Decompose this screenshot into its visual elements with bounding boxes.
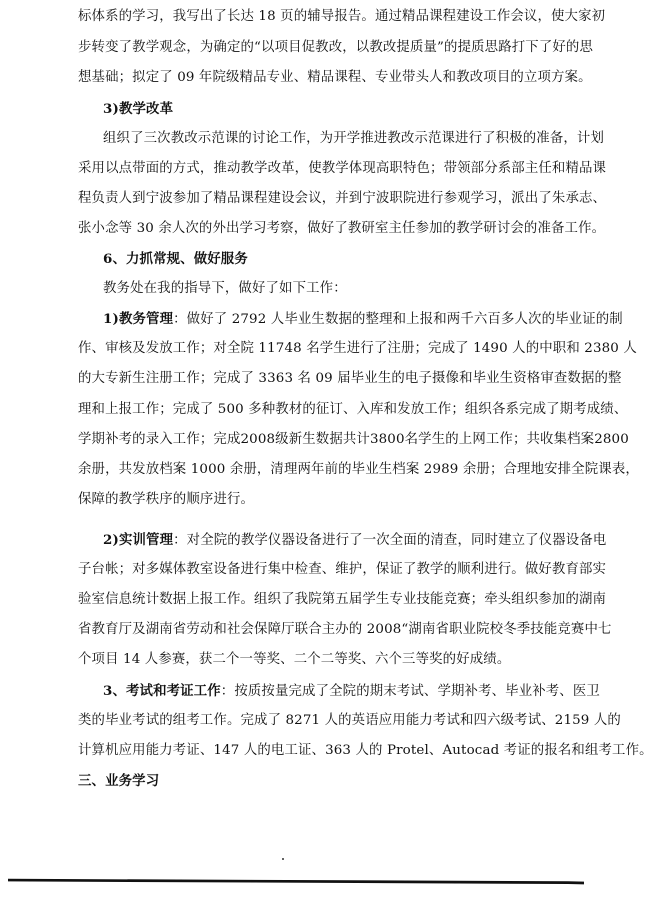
lead-label: 1)教务管理 — [103, 311, 174, 327]
body-text-line: 采用以点带面的方式，推动教学改革，使教学体现高职特色；带领部分系部主任和精品课 — [78, 161, 607, 176]
body-text-line: 想基础；拟定了 09 年院级精品专业、精品课程、专业带头人和教改项目的立项方案。 — [78, 70, 592, 85]
body-text-line: 步转变了教学观念，为确定的“以项目促教改，以教改提质量”的提质思路打下了好的思 — [78, 40, 593, 55]
lead-label: 2)实训管理 — [103, 532, 174, 548]
body-text-line: 个项目 14 人参赛，获二个一等奖、二个二等奖、六个三等奖的好成绩。 — [78, 652, 511, 667]
body-text-line: 计算机应用能力考证、147 人的电工证、363 人的 Protel、Autocad 考证的报名和组考工作。 — [78, 743, 653, 758]
lead-label: 3、考试和考证工作 — [103, 683, 221, 699]
body-text-line: 标体系的学习，我写出了长达 18 页的辅导报告。通过精品课程建设工作会议，使大家初 — [78, 9, 606, 24]
section-heading: 6、力抓常规、做好服务 — [103, 251, 248, 267]
body-text-line: 省教育厅及湖南省劳动和社会保障厅联合主办的 2008“湖南省职业院校冬季技能竞赛中七 — [78, 622, 612, 637]
body-text-line: 余册，共发放档案 1000 余册，清理两年前的毕业生档案 2989 余册；合理地安排全院课表， — [78, 462, 639, 477]
body-text-line: 验室信息统计数据上报工作。组织了我院第五届学生专业技能竞赛；牵头组织参加的湖南 — [78, 592, 607, 607]
bottom-scan-rule — [8, 878, 584, 886]
body-text-line: 子台帐；对多媒体教室设备进行集中检查、维护，保证了教学的顺利进行。做好教育部实 — [78, 562, 607, 577]
section-heading: 3)教学改革 — [103, 101, 174, 117]
scan-speck — [282, 858, 284, 860]
body-text-line: 1)教务管理：做好了 2792 人毕业生数据的整理和上报和两千六百多人次的毕业证的制 — [103, 311, 623, 327]
section-heading: 三、业务学习 — [78, 773, 160, 789]
body-text-line: 教务处在我的指导下，做好了如下工作： — [103, 281, 347, 296]
body-text-line: 组织了三次教改示范课的讨论工作，为开学推进教改示范课进行了积极的准备，计划 — [103, 131, 605, 146]
body-text-line: 3、考试和考证工作：按质按量完成了全院的期末考试、学期补考、毕业补考、医卫 — [103, 683, 600, 699]
body-text-line: 的大专新生注册工作；完成了 3363 名 09 届毕业生的电子摄像和毕业生资格审查数据的整 — [78, 371, 622, 386]
body-text-line: 理和上报工作；完成了 500 多种教材的征订、入库和发放工作；组织各系完成了期考成绩、 — [78, 402, 628, 417]
body-text-line: 2)实训管理：对全院的教学仪器设备进行了一次全面的清查，同时建立了仪器设备电 — [103, 532, 607, 548]
body-text-line: 类的毕业考试的组考工作。完成了 8271 人的英语应用能力考试和四六级考试、2159 人的 — [78, 713, 621, 728]
body-text-line: 保障的教学秩序的顺序进行。 — [78, 492, 255, 507]
body-text-line: 张小念等 30 余人次的外出学习考察，做好了教研室主任参加的教学研讨会的准备工作。 — [78, 221, 606, 236]
body-text-line: 作、审核及发放工作；对全院 11748 名学生进行了注册；完成了 1490 人的中职和 2380 人 — [78, 341, 637, 356]
body-text-line: 程负责人到宁波参加了精品课程建设会议，并到宁波职院进行参观学习，派出了朱承志、 — [78, 191, 607, 206]
body-text-line: 学期补考的录入工作；完成2008级新生数据共计3800名学生的上网工作；共收集档案2800 — [78, 432, 629, 447]
